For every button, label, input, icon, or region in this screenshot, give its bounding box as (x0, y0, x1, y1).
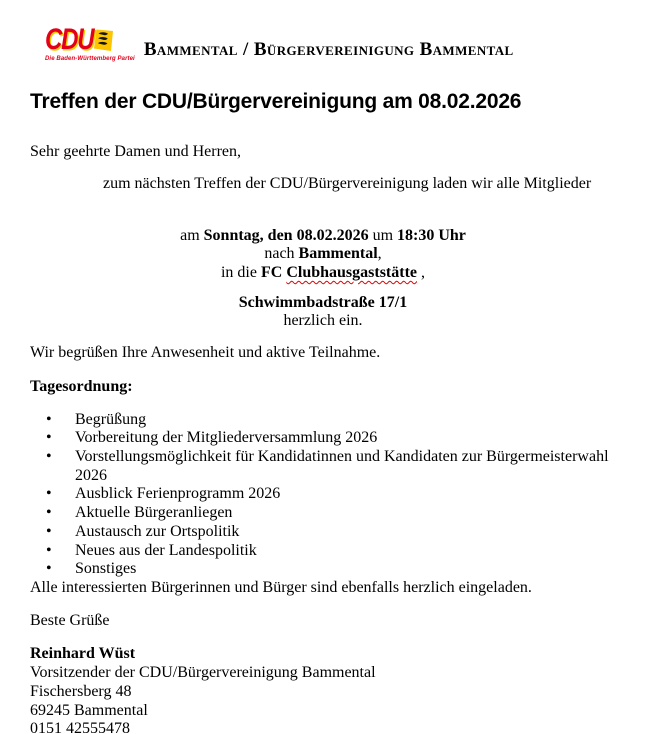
signature-block (30, 645, 616, 734)
letterhead (45, 23, 616, 70)
attendance-line: Wir begrüßen Ihre Anwesenheit und aktive Teilnahme. (30, 344, 381, 362)
agenda-item: • Vorbereitung der Mitgliederversammlung 2026 (30, 429, 616, 448)
invitation-closing-line: herzlich ein. (283, 312, 363, 330)
place-line-suffix: , (377, 245, 382, 263)
cdu-logo (45, 23, 135, 63)
organization-title: Bammental / Bürgervereinigung Bammental (143, 39, 514, 60)
place-line-prefix: nach (264, 245, 299, 263)
venue-line-prefix: in die (220, 263, 261, 281)
venue-name-spellcheck: Clubhausgaststätte (286, 263, 417, 281)
date-value: Sonntag, den 08.02.2026 (203, 226, 369, 244)
baden-wuerttemberg-coat-of-arms-icon (94, 29, 113, 51)
invitation-venue-line (30, 264, 616, 283)
invitation-date-line (30, 227, 616, 246)
agenda-item: • Ausblick Ferienprogramm 2026 (30, 485, 616, 504)
signature-phone: 0151 42555478 (30, 720, 130, 734)
invitation-place-line (30, 245, 616, 264)
signature-street: Fischersberg 48 (30, 682, 132, 700)
time-value: 18:30 Uhr (397, 226, 466, 244)
signature-name: Reinhard Wüst (30, 645, 136, 663)
salutation: Sehr geehrte Damen und Herren, (30, 143, 242, 161)
agenda-item: • Vorstellungsmöglichkeit für Kandidatinnen und Kandidaten zur Bürgermeisterwahl 2026 (30, 448, 616, 485)
agenda-heading: Tagesordnung: (30, 377, 133, 395)
agenda-item: • Sonstiges (30, 560, 616, 579)
place-value: Bammental (298, 245, 378, 263)
agenda-item: • Neues aus der Landespolitik (30, 542, 616, 561)
date-line-prefix: am (180, 226, 204, 244)
cdu-logo-tagline: Die Baden-Württemberg Partei (45, 55, 135, 62)
venue-club-prefix: FC (260, 263, 287, 281)
venue-line-suffix: , (417, 263, 425, 281)
invitation-street-line (30, 294, 616, 313)
document-title: Treffen der CDU/Bürgervereinigung am 08.02.2026 (30, 90, 522, 113)
cdu-logo-row (45, 23, 135, 56)
intro-line: zum nächsten Treffen der CDU/Bürgervereinigung laden wir alle Mitglieder (103, 174, 592, 192)
signature-city: 69245 Bammental (30, 701, 148, 719)
closing-greeting: Beste Grüße (30, 611, 110, 629)
street-value: Schwimmbadstraße 17/1 (238, 293, 408, 311)
agenda-item: • Begrüßung (30, 411, 616, 430)
agenda-item: • Austausch zur Ortspolitik (30, 523, 616, 542)
signature-role: Vorsitzender der CDU/Bürgervereinigung Bammental (30, 664, 376, 682)
open-invitation-note: Alle interessierten Bürgerinnen und Bürger sind ebenfalls herzlich eingeladen. (30, 579, 532, 597)
cdu-logo-text: CDU (45, 23, 94, 56)
venue-value (261, 264, 417, 281)
date-line-middle: um (368, 226, 398, 244)
invitation-block (30, 227, 616, 332)
agenda-list (30, 411, 616, 579)
agenda-item: • Aktuelle Bürgeranliegen (30, 504, 616, 523)
